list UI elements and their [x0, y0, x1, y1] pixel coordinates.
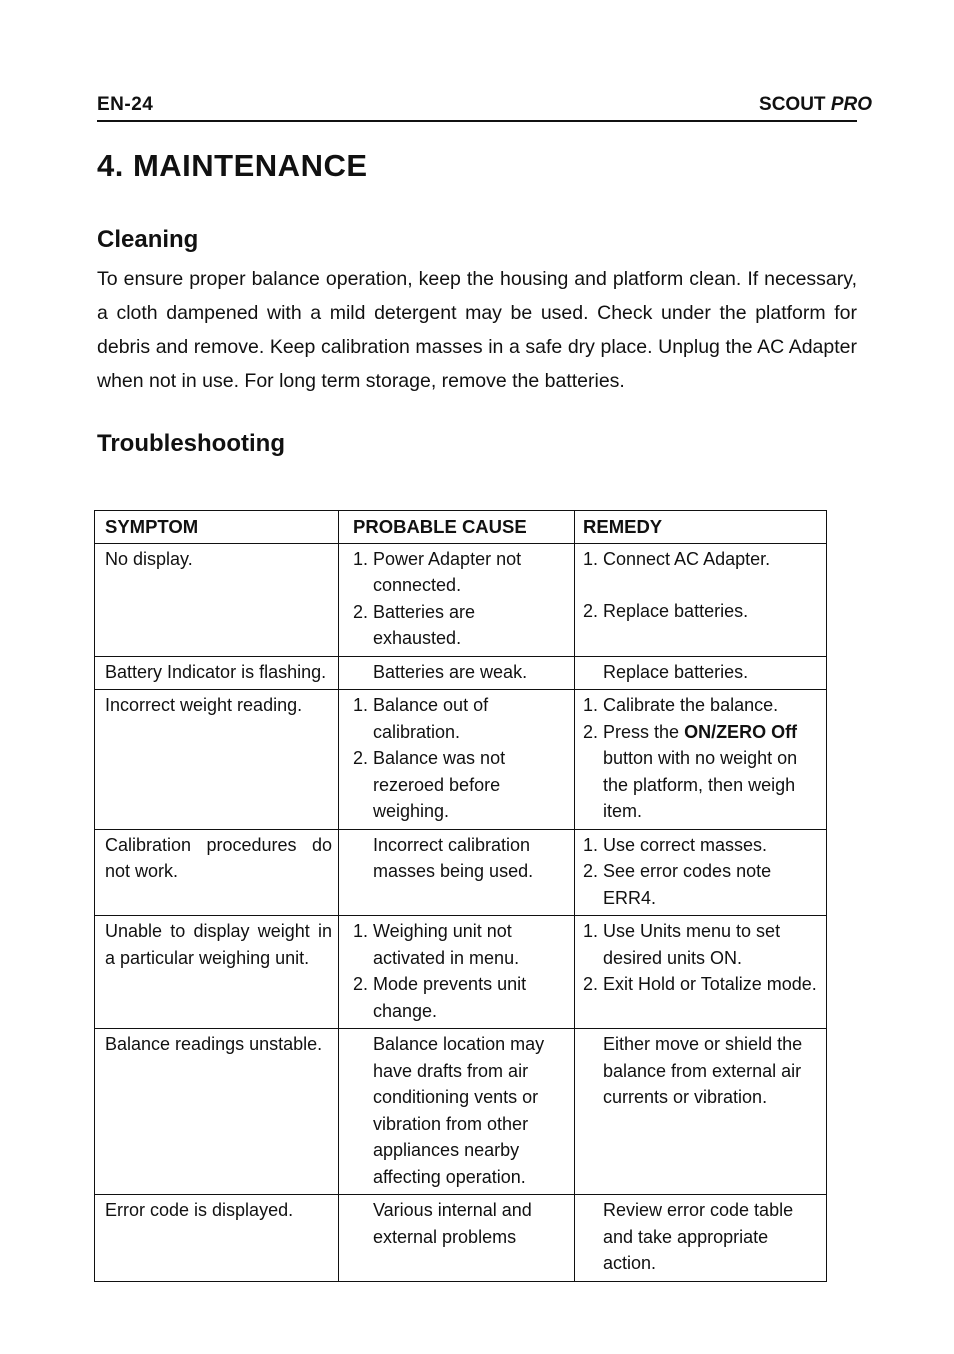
symptom-cell: Balance readings unstable. — [95, 1029, 339, 1195]
list-item: 1. Use correct masses. — [583, 834, 768, 855]
list-item: 1. Weighing unit not activated in menu. — [353, 921, 520, 968]
symptom-cell: Unable to display weight in a particular weighing unit. — [95, 916, 339, 1029]
table-row — [95, 656, 827, 690]
symptom-cell: Error code is displayed. — [95, 1195, 339, 1282]
section-title: 4. MAINTENANCE — [97, 148, 368, 183]
symptom-cell: Calibration procedures do not work. — [95, 829, 339, 916]
symptom-cell: Battery Indicator is flashing. — [95, 656, 339, 690]
cause-cell — [339, 690, 575, 830]
cause-cell: Various internal and external problems — [339, 1195, 575, 1282]
list-item: 2. Mode prevents unit change. — [353, 974, 527, 1021]
table-row — [95, 916, 827, 1029]
cause-cell: Incorrect calibration masses being used. — [339, 829, 575, 916]
symptom-cell: No display. — [95, 543, 339, 656]
remedy-cell: Review error code table and take appropriate action. — [575, 1195, 827, 1282]
list-item: 2. Press the ON/ZERO Off button with no weight on the platform, then weigh item. — [583, 721, 798, 821]
column-header-cause: PROBABLE CAUSE — [339, 511, 575, 544]
list-item: 1. Balance out of calibration. — [353, 695, 489, 742]
list-item: 2. Batteries are exhausted. — [353, 601, 476, 648]
list-item: 2. Balance was not rezeroed before weighing. — [353, 748, 506, 821]
troubleshooting-table — [94, 510, 827, 1282]
table-row — [95, 829, 827, 916]
table-row — [95, 690, 827, 830]
brand-suffix: PRO — [830, 94, 872, 115]
list-item: 1. Connect AC Adapter. — [583, 548, 771, 569]
remedy-cell: Either move or shield the balance from external air currents or vibration. — [575, 1029, 827, 1195]
list-item: 2. Exit Hold or Totalize mode. — [583, 974, 817, 994]
cause-cell — [339, 916, 575, 1029]
table-row — [95, 1029, 827, 1195]
cleaning-paragraph: To ensure proper balance operation, keep the housing and platform clean. If necessary, a cloth dampened with a mild detergent may be used. Check under the platform for debris and remove. Keep calibration masses in a safe dry place. Unplug the AC Adapter when not in use. For long term storage, remove the batteries. — [97, 268, 857, 392]
remedy-cell: Replace batteries. — [575, 656, 827, 690]
column-header-remedy: REMEDY — [575, 511, 827, 544]
list-item: 2. See error codes note ERR4. — [583, 861, 772, 908]
remedy-cell — [575, 690, 827, 830]
table-row — [95, 543, 827, 656]
list-item: 1. Power Adapter not connected. — [353, 548, 522, 595]
symptom-cell: Incorrect weight reading. — [95, 690, 339, 830]
cause-cell: Batteries are weak. — [339, 656, 575, 690]
cause-cell: Balance location may have drafts from air conditioning vents or vibration from other appliances nearby affecting operation. — [339, 1029, 575, 1195]
page-number: EN-24 — [97, 94, 154, 115]
cause-cell — [339, 543, 575, 656]
list-item: 1. Calibrate the balance. — [583, 695, 779, 715]
list-item: 1. Use Units menu to set desired units ON. — [583, 921, 781, 968]
column-header-symptom: SYMPTOM — [95, 511, 339, 544]
table-row — [95, 1195, 827, 1282]
list-item: 2. Replace batteries. — [583, 601, 749, 621]
page-header — [97, 94, 872, 122]
brand-text: SCOUT — [759, 94, 826, 115]
table-header-row — [95, 511, 827, 544]
remedy-cell — [575, 829, 827, 916]
remedy-cell — [575, 543, 827, 656]
troubleshooting-heading: Troubleshooting — [97, 430, 285, 457]
remedy-cell — [575, 916, 827, 1029]
on-zero-off-label: ON/ZERO Off — [684, 721, 798, 742]
brand-name — [759, 94, 872, 116]
cleaning-heading: Cleaning — [97, 226, 199, 253]
